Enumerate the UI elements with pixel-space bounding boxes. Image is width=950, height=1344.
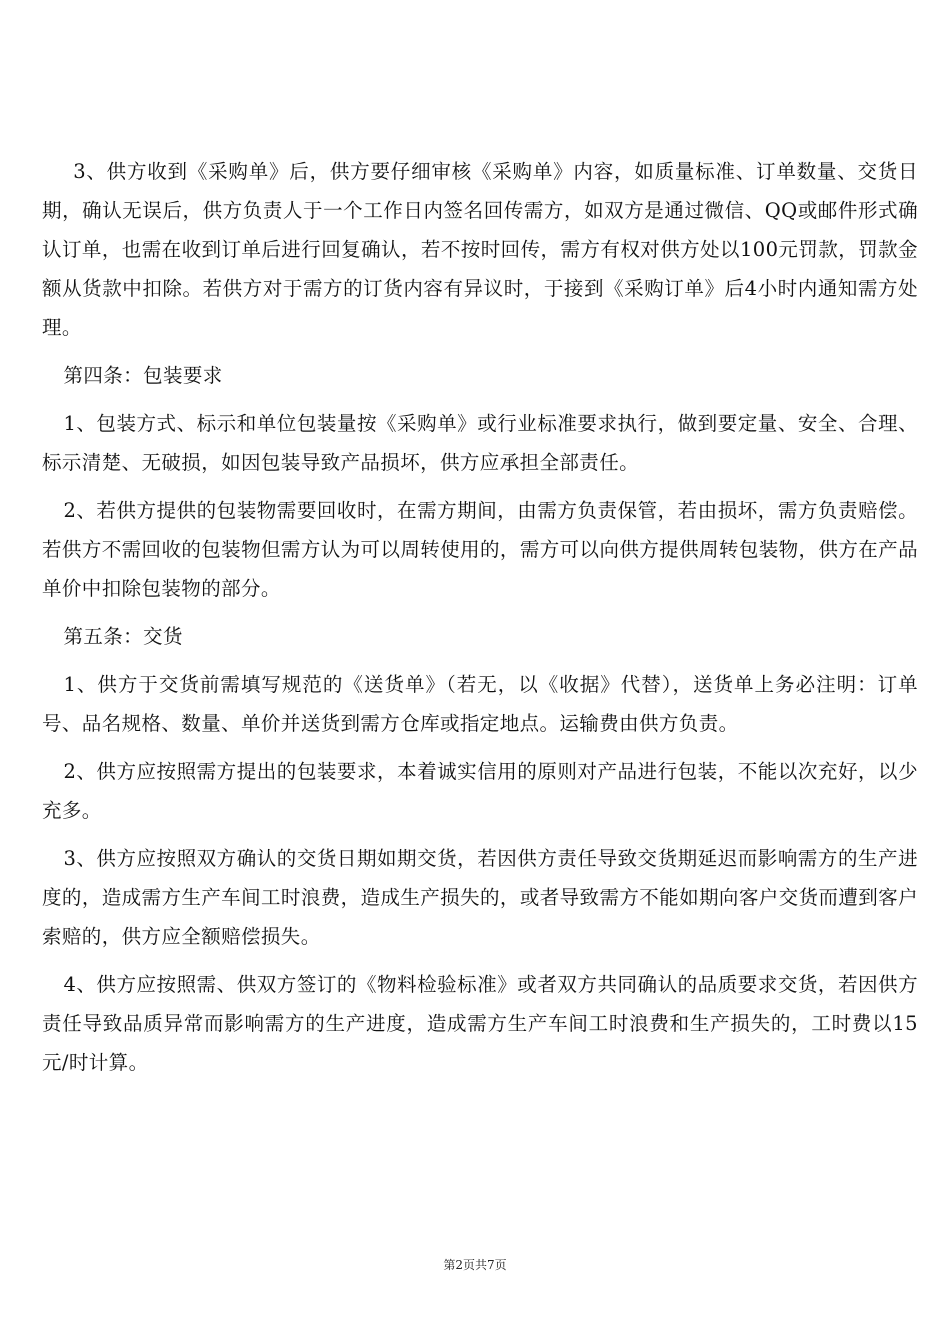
clause-3-paragraph: 3、供方收到《采购单》后，供方要仔细审核《采购单》内容，如质量标准、订单数量、交货日期，确认无误后，供方负责人于一个工作日内签名回传需方，如双方是通过微信、QQ或邮件形式确认订单，也需在收到订单后进行回复确认，若不按时回传，需方有权对供方处以100元罚款，罚款金额从货款中扣除。若供方对于需方的订货内容有异议时，于接到《采购订单》后4小时内通知需方处理。 <box>42 160 918 339</box>
article-5-heading: 第五条：交货 <box>63 625 183 648</box>
delivery-clause-2: 2、供方应按照需方提出的包装要求，本着诚实信用的原则对产品进行包装，不能以次充好，以少充多。 <box>42 760 918 822</box>
delivery-clause-3: 3、供方应按照双方确认的交货日期如期交货，若因供方责任导致交货期延迟而影响需方的生产进度的，造成需方生产车间工时浪费，造成生产损失的，或者导致需方不能如期向客户交货而遭到客户索赔的，供方应全额赔偿损失。 <box>42 847 918 948</box>
delivery-clause-1: 1、供方于交货前需填写规范的《送货单》（若无，以《收据》代替），送货单上务必注明：订单号、品名规格、数量、单价并送货到需方仓库或指定地点。运输费由供方负责。 <box>42 673 918 735</box>
page-number-footer: 第2页共7页 <box>443 1258 507 1272</box>
delivery-clause-4: 4、供方应按照需、供双方签订的《物料检验标准》或者双方共同确认的品质要求交货，若因供方责任导致品质异常而影响需方的生产进度，造成需方生产车间工时浪费和生产损失的，工时费以15元/时计算。 <box>42 973 918 1074</box>
article-4-heading: 第四条：包装要求 <box>63 364 223 387</box>
packaging-clause-1: 1、包装方式、标示和单位包装量按《采购单》或行业标准要求执行，做到要定量、安全、合理、标示清楚、无破损，如因包装导致产品损坏，供方应承担全部责任。 <box>42 412 918 474</box>
packaging-clause-2: 2、若供方提供的包装物需要回收时，在需方期间，由需方负责保管，若由损坏，需方负责赔偿。若供方不需回收的包装物但需方认为可以周转使用的，需方可以向供方提供周转包装物，供方在产品单价中扣除包装物的部分。 <box>42 499 918 600</box>
document-body <box>42 152 918 1091</box>
